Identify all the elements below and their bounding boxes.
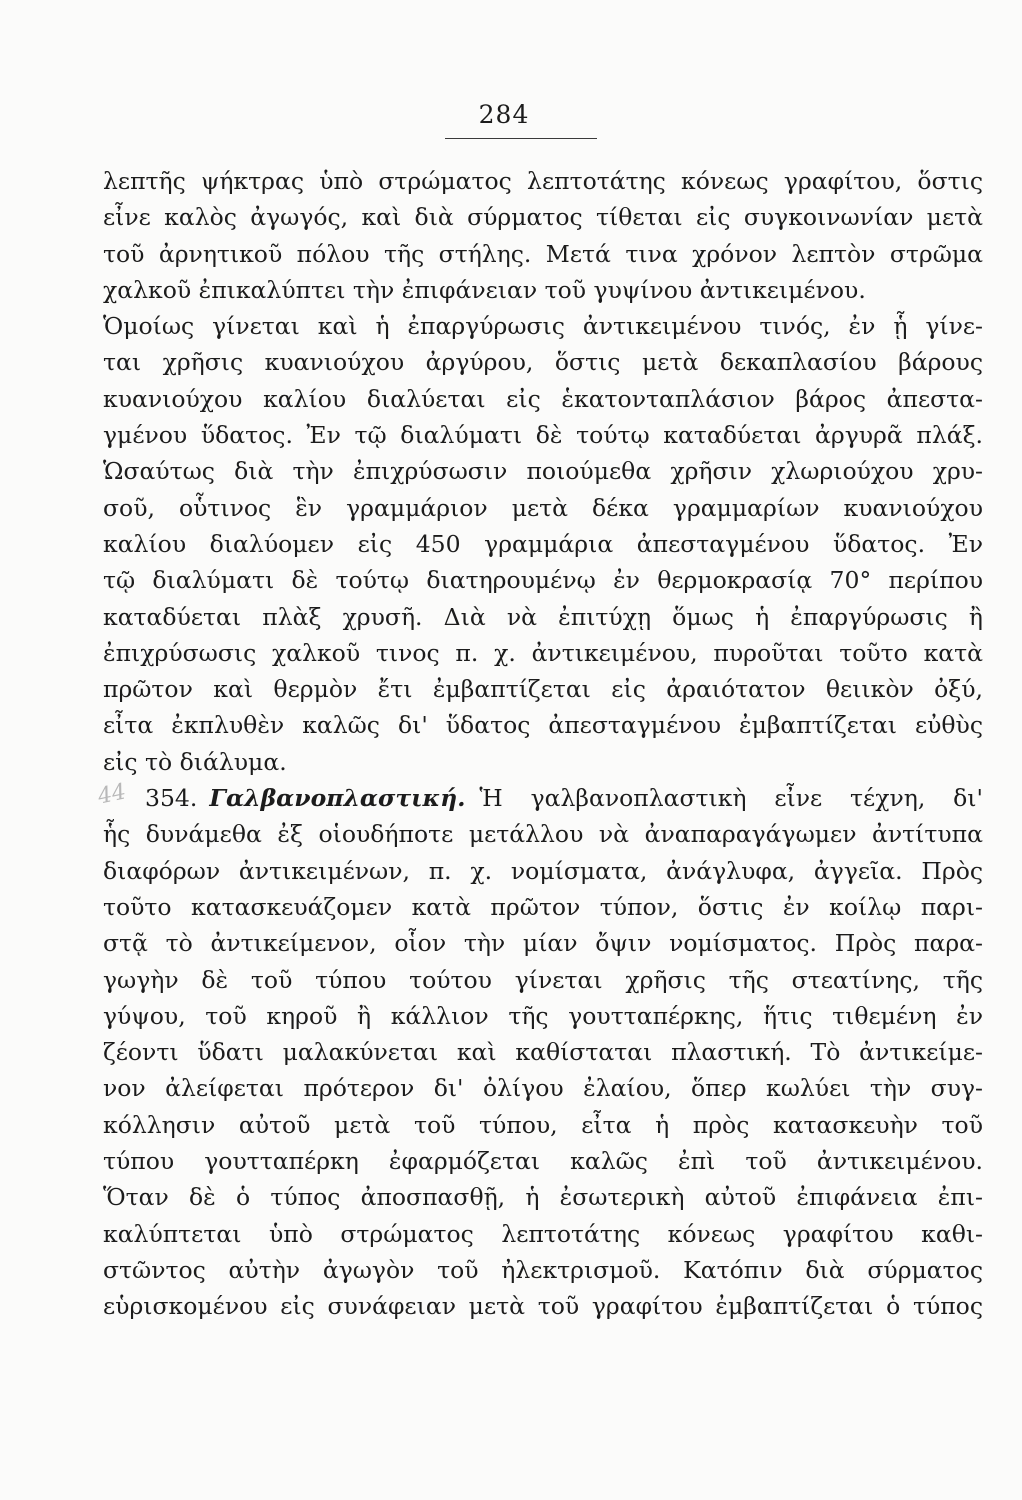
text-line: ἐπιχρύσωσις χαλκοῦ τινος π. χ. ἀντικειμένου, πυροῦται τοῦτο κατὰ (103, 638, 983, 667)
body-text (103, 163, 983, 1325)
text-line: Ὡσαύτως διὰ τὴν ἐπιχρύσωσιν ποιούμεθα χρῆσιν χλωριούχου χρυ- (103, 457, 983, 486)
margin-annotation: 44 (95, 779, 129, 810)
text-line: χαλκοῦ ἐπικαλύπτει τὴν ἐπιφάνειαν τοῦ γυψίνου ἀντικειμένου. (103, 275, 866, 304)
text-line: τοῦτο κατασκευάζομεν κατὰ πρῶτον τύπον, ὅστις ἐν κοίλῳ παρι- (103, 892, 983, 921)
text-line: Ὁμοίως γίνεται καὶ ἡ ἐπαργύρωσις ἀντικειμένου τινός, ἐν ᾗ γίνε- (103, 312, 983, 341)
text-line: καλίου διαλύομεν εἰς 450 γραμμάρια ἀπεσταγμένου ὕδατος. Ἐν (103, 529, 983, 558)
text-line: γμένου ὕδατος. Ἐν τῷ διαλύματι δὲ τούτῳ καταδύεται ἀργυρᾶ πλάξ. (103, 421, 983, 450)
text-line: νον ἀλείφεται πρότερον δι' ὀλίγου ἐλαίου, ὅπερ κωλύει τὴν συγ- (103, 1074, 983, 1103)
text-line: εἶτα ἐκπλυθὲν καλῶς δι' ὕδατος ἀπεσταγμένου ἐμβαπτίζεται εὐθὺς (103, 711, 983, 740)
text-line: τύπου γουτταπέρκη ἐφαρμόζεται καλῶς ἐπὶ τοῦ ἀντικειμένου. (103, 1147, 983, 1176)
text-line: εἶνε καλὸς ἀγωγός, καὶ διὰ σύρματος τίθεται εἰς συγκοινωνίαν μετὰ (103, 203, 983, 232)
text-line: λεπτῆς ψήκτρας ὑπὸ στρώματος λεπτοτάτης κόνεως γραφίτου, ὅστις (103, 167, 983, 195)
section-heading-line (103, 780, 983, 816)
text-line: γύψου, τοῦ κηροῦ ἢ κάλλιον τῆς γουτταπέρκης, ἥτις τιθεμένη ἐν (103, 1001, 983, 1030)
page-number: 284 (478, 100, 530, 129)
text-line: εἰς τὸ διάλυμα. (103, 747, 287, 776)
text-line: τοῦ ἀρνητικοῦ πόλου τῆς στήλης. Μετά τινα χρόνον λεπτὸν στρῶμα (103, 239, 983, 268)
text-line: ται χρῆσις κυανιούχου ἀργύρου, ὅστις μετὰ δεκαπλασίου βάρους (103, 348, 983, 377)
text-line: στῶντος αὐτὴν ἀγωγὸν τοῦ ἠλεκτρισμοῦ. Κατόπιν διὰ σύρματος (103, 1255, 983, 1284)
section-number: 354. (145, 784, 198, 813)
text-line: καλύπτεται ὑπὸ στρώματος λεπτοτάτης κόνεως γραφίτου καθι- (103, 1219, 983, 1248)
header-rule (445, 138, 597, 139)
text-line: διαφόρων ἀντικειμένων, π. χ. νομίσματα, ἀνάγλυφα, ἀγγεῖα. Πρὸς (103, 856, 983, 885)
text-line: ἧς δυνάμεθα ἐξ οἱουδήποτε μετάλλου νὰ ἀναπαραγάγωμεν ἀντίτυπα (103, 820, 983, 849)
section-first-line: Ἡ γαλβανοπλαστικὴ εἶνε τέχνη, δι' (479, 784, 983, 813)
text-line: κόλλησιν αὐτοῦ μετὰ τοῦ τύπου, εἶτα ἡ πρὸς κατασκευὴν τοῦ (103, 1110, 983, 1139)
text-line: γωγὴν δὲ τοῦ τύπου τούτου γίνεται χρῆσις τῆς στεατίνης, τῆς (103, 965, 983, 994)
text-line: πρῶτον καὶ θερμὸν ἔτι ἐμβαπτίζεται εἰς ἀραιότατον θειικὸν ὀξύ, (103, 675, 983, 704)
text-line: στᾷ τὸ ἀντικείμενον, οἷον τὴν μίαν ὄψιν νομίσματος. Πρὸς παρα- (103, 929, 983, 958)
text-line: καταδύεται πλὰξ χρυσῆ. Διὰ νὰ ἐπιτύχῃ ὅμως ἡ ἐπαργύρωσις ἢ (103, 602, 983, 631)
text-line: σοῦ, οὗτινος ἓν γραμμάριον μετὰ δέκα γραμμαρίων κυανιούχου (103, 493, 983, 522)
section-title: Γαλβανοπλαστική. (209, 784, 466, 813)
text-line: τῷ διαλύματι δὲ τούτῳ διατηρουμένῳ ἐν θερμοκρασίᾳ 70° περίπου (103, 566, 983, 595)
text-line: ζέοντι ὕδατι μαλακύνεται καὶ καθίσταται πλαστική. Τὸ ἀντικείμε- (103, 1038, 983, 1067)
text-line: κυανιούχου καλίου διαλύεται εἰς ἑκατονταπλάσιον βάρος ἀπεστα- (103, 384, 983, 413)
text-line: Ὅταν δὲ ὁ τύπος ἀποσπασθῇ, ἡ ἐσωτερικὴ αὐτοῦ ἐπιφάνεια ἐπι- (103, 1183, 983, 1212)
text-line: εὑρισκομένου εἰς συνάφειαν μετὰ τοῦ γραφίτου ἐμβαπτίζεται ὁ τύπος (103, 1292, 983, 1321)
